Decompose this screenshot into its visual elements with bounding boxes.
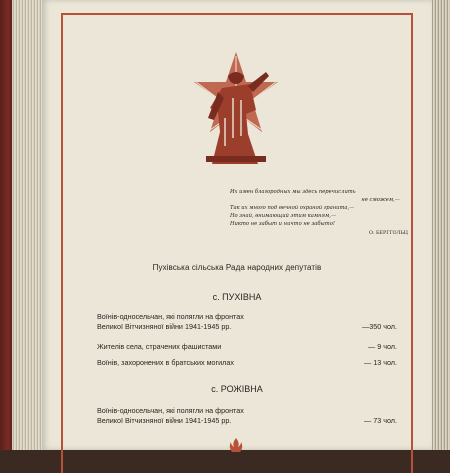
epigraph-line: Никто не забыт и ничто не забыто! [230,221,335,227]
row-text: Воїнів-односельчан, які полягли на фронтах [97,312,244,321]
list-item [97,312,397,332]
epigraph-line: Но знай, внимающий этим камням,— [230,213,337,219]
village-heading: с. РОЖІВНА [211,384,263,394]
list-item [97,358,397,368]
council-title: Пухівська сільська Рада народних депутатів [152,263,322,272]
row-count: —350 чол. [362,322,397,331]
epigraph-line: Так их много под вечной охраной гранита,— [230,205,355,211]
list-item [97,342,397,352]
row-text: Жителів села, страчених фашистами [97,342,222,351]
row-text: Воїнів-односельчан, які полягли на фронтах [97,406,244,415]
village-heading: с. ПУХІВНА [212,292,262,302]
row-count: — 9 чол. [368,342,397,351]
row-text: Воїнів, захоронених в братських могилах [97,358,234,367]
epigraph-author: О. БЕРГГОЛЬЦ [369,231,408,236]
epigraph-poem [230,188,410,238]
book-page [42,0,432,450]
epigraph-line: Их имен благородных мы здесь перечислить [230,189,356,195]
row-text: Великої Вітчизняної війни 1941-1945 рр. [97,322,232,331]
row-text: Великої Вітчизняної війни 1941-1945 рр. [97,416,232,425]
list-item [97,406,397,426]
soldier-star-emblem [192,48,280,168]
row-count: — 13 чол. [364,358,397,367]
epigraph-line: не сможем,— [361,197,400,203]
row-count: — 73 чол. [364,416,397,425]
